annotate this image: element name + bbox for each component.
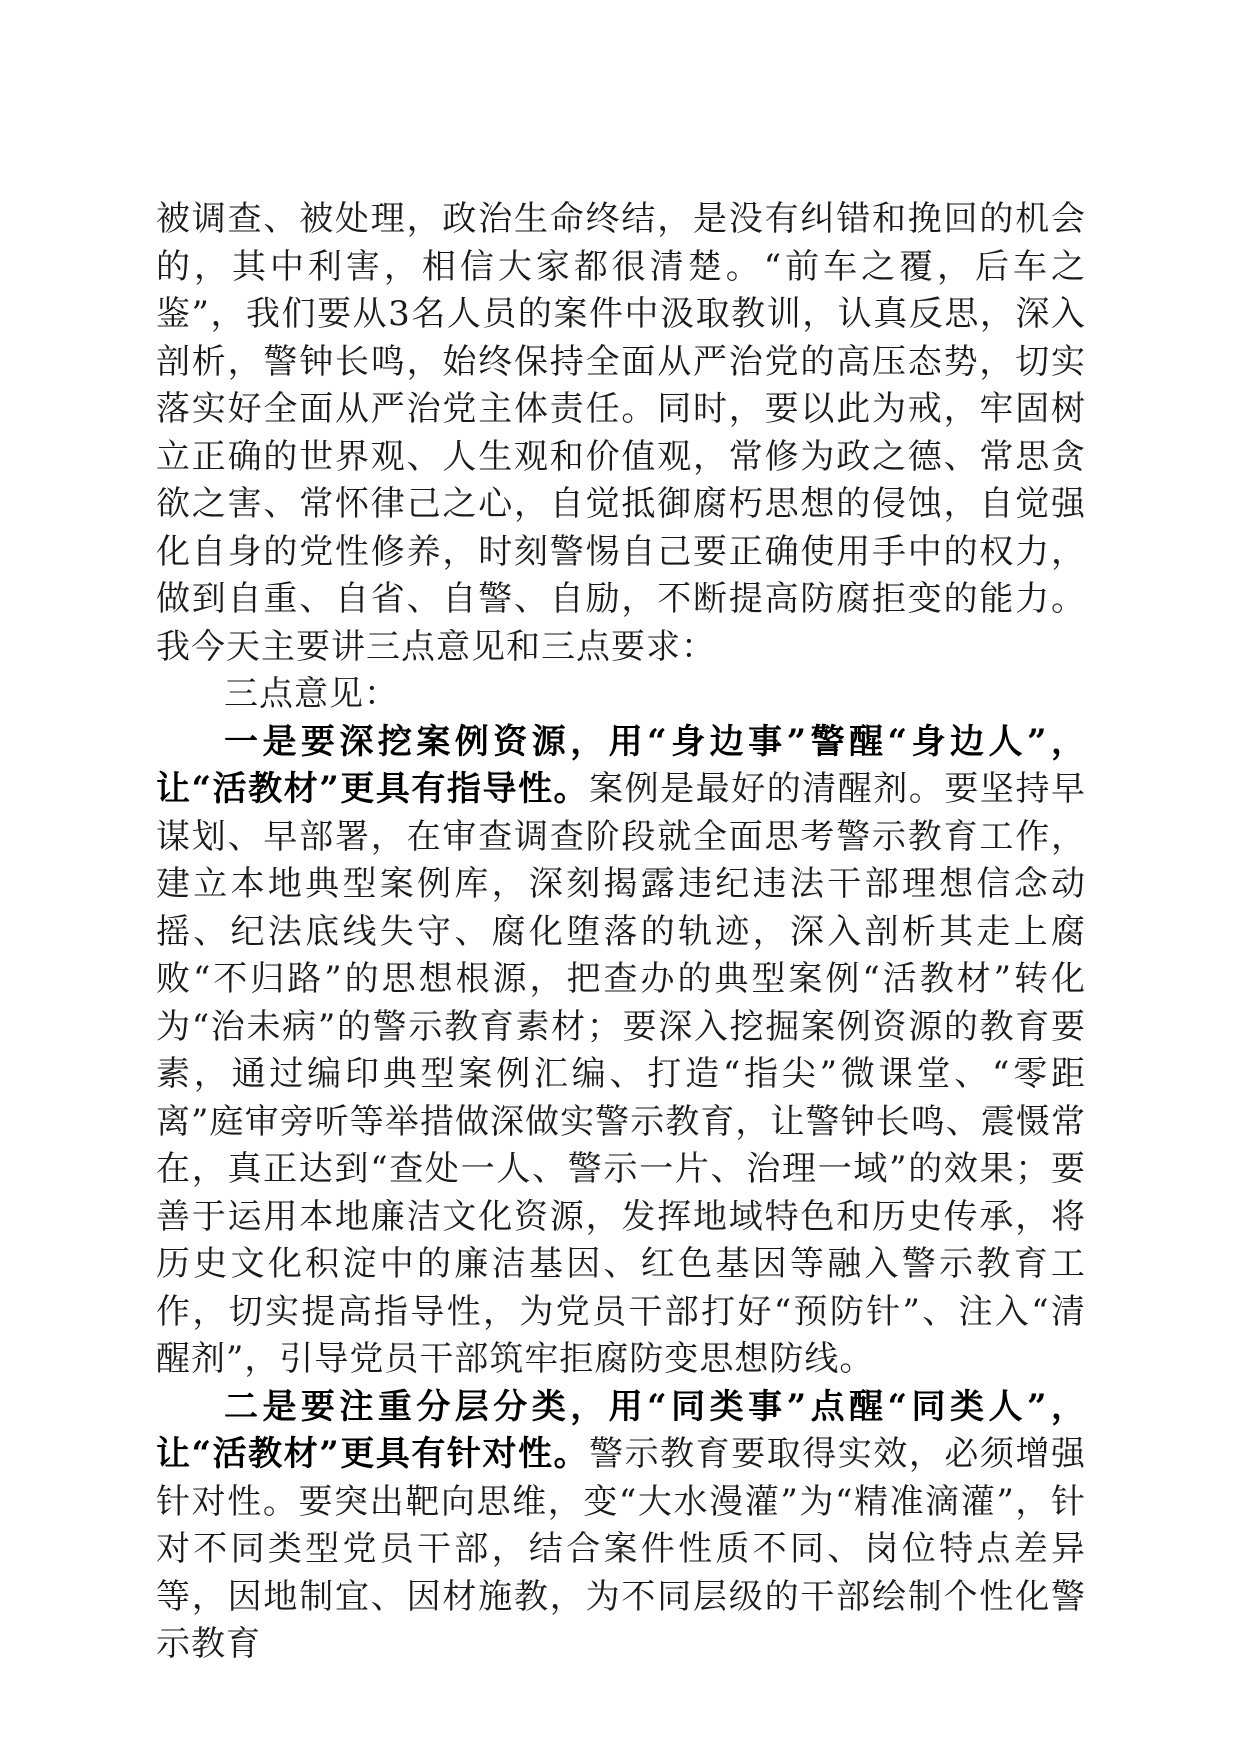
- paragraph-opinion-two: [156, 1384, 1086, 1669]
- paragraph-opinion-one: [156, 719, 1086, 1384]
- paragraph-three-opinions-heading: [156, 671, 1086, 719]
- paragraph-bold-lead: 一是要深挖案例资源，用“身边事”警醒“身边人”，让“活教材”更具有指导性。: [156, 721, 1086, 809]
- paragraph-text: 三点意见：: [224, 674, 399, 714]
- paragraph-bold-lead: 二是要注重分层分类，用“同类事”点醒“同类人”，让“活教材”更具有针对性。: [156, 1386, 1086, 1474]
- paragraph-text: 被调查、被处理，政治生命终结，是没有纠错和挽回的机会的，其中利害，相信大家都很清楚。“前车之覆，后车之鉴”，我们要从3名人员的案件中汲取教训，认真反思，深入剖析，警钟长鸣，始终保持全面从严治党的高压态势，切实落实好全面从严治党主体责任。同时，要以此为戒，牢固树立正确的世界观、人生观和价值观，常修为政之德、常思贪欲之害、常怀律己之心，自觉抵御腐朽思想的侵蚀，自觉强化自身的党性修养，时刻警惕自己要正确使用手中的权力，做到自重、自省、自警、自励，不断提高防腐拒变的能力。我今天主要讲三点意见和三点要求：: [156, 199, 1086, 667]
- paragraph-text: 警示教育要取得实效，必须增强针对性。要突出靶向思维，变“大水漫灌”为“精准滴灌”，针对不同类型党员干部，结合案件性质不同、岗位特点差异等，因地制宜、因材施教，为不同层级的干部绘制个性化警示教育: [156, 1434, 1086, 1664]
- paragraph-intro: [156, 196, 1086, 671]
- document-body: [156, 196, 1086, 1669]
- paragraph-text: 案例是最好的清醒剂。要坚持早谋划、早部署，在审查调查阶段就全面思考警示教育工作，建立本地典型案例库，深刻揭露违纪违法干部理想信念动摇、纪法底线失守、腐化堕落的轨迹，深入剖析其走上腐败“不归路”的思想根源，把查办的典型案例“活教材”转化为“治未病”的警示教育素材；要深入挖掘案例资源的教育要素，通过编印典型案例汇编、打造“指尖”微课堂、“零距离”庭审旁听等举措做深做实警示教育，让警钟长鸣、震慑常在，真正达到“查处一人、警示一片、治理一域”的效果；要善于运用本地廉洁文化资源，发挥地域特色和历史传承，将历史文化积淀中的廉洁基因、红色基因等融入警示教育工作，切实提高指导性，为党员干部打好“预防针”、注入“清醒剂”，引导党员干部筑牢拒腐防变思想防线。: [156, 769, 1086, 1379]
